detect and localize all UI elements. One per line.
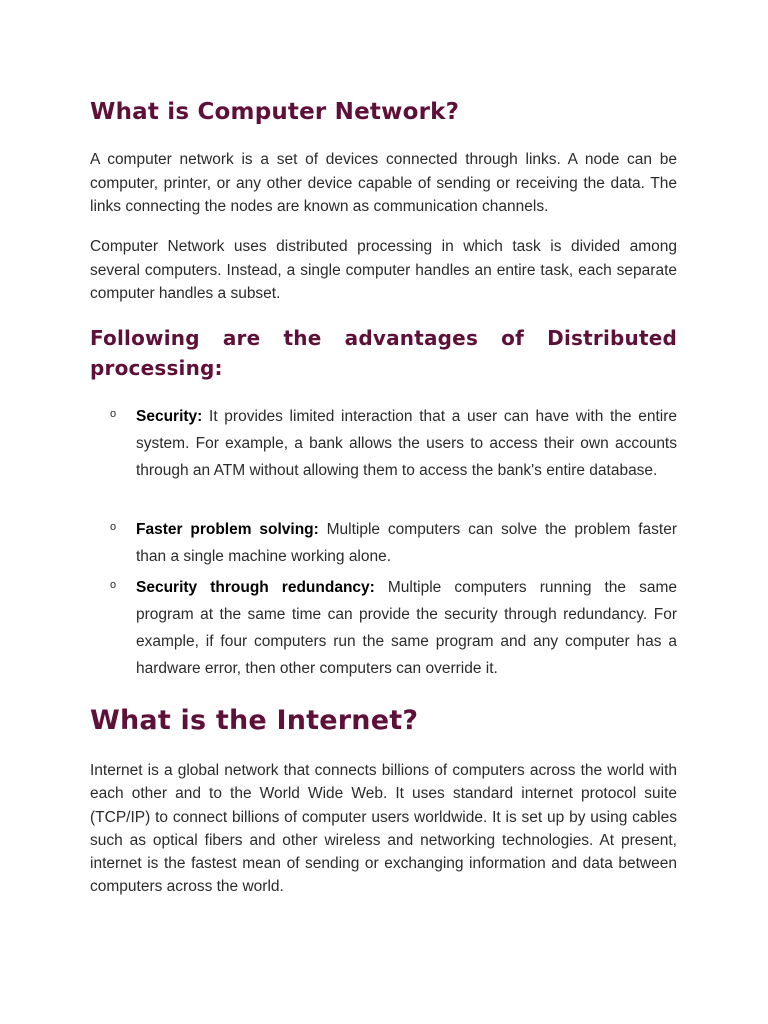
list-item-text xyxy=(136,403,677,484)
list-item xyxy=(90,574,677,682)
list-item-body: It provides limited interaction that a user can have with the entire system. For example, a bank allows the users to access their own accounts through an ATM without allowing them to access the bank's entire database. xyxy=(136,408,677,479)
list-item-title: Security through redundancy: xyxy=(136,579,375,596)
list-item-body: Multiple computers can solve the problem faster than a single machine working alone. xyxy=(136,521,678,565)
list-item-title: Faster problem solving: xyxy=(136,521,319,538)
bullet-circle-icon: o xyxy=(110,408,117,420)
bullet-circle-icon: o xyxy=(110,521,117,533)
list-item xyxy=(90,403,677,484)
list-item-title: Security: xyxy=(136,408,203,425)
section-heading-advantages: Following are the advantages of Distributed processing: xyxy=(90,326,677,380)
section-heading-internet: What is the Internet? xyxy=(90,705,419,736)
paragraph-internet-definition: Internet is a global network that connects billions of computers across the world with each other and to the World Wide Web. It uses standard internet protocol suite (TCP/IP) to connect billions of computer users worldwide. It is set up by using cables such as optical fibers and other wireless and networking technologies. At present, internet is the fastest mean of sending or exchanging information and data between computers across the world. xyxy=(90,762,677,896)
bullet-circle-icon: o xyxy=(110,579,117,591)
paragraph-network-definition: A computer network is a set of devices connected through links. A node can be computer, printer, or any other device capable of sending or receiving the data. The links connecting the nodes are known as communication channels. xyxy=(90,151,677,215)
list-item-text xyxy=(136,574,677,682)
list-item-body: Multiple computers running the same program at the same time can provide the security through redundancy. For example, if four computers run the same program and any computer has a hardware error, then other computers can override it. xyxy=(136,579,677,677)
list-item-text xyxy=(136,516,677,570)
list-item xyxy=(90,516,677,570)
paragraph-distributed-processing: Computer Network uses distributed processing in which task is divided among several computers. Instead, a single computer handles an entire task, each separate computer handles a subset. xyxy=(90,238,677,302)
section-heading-computer-network: What is Computer Network? xyxy=(90,99,460,125)
